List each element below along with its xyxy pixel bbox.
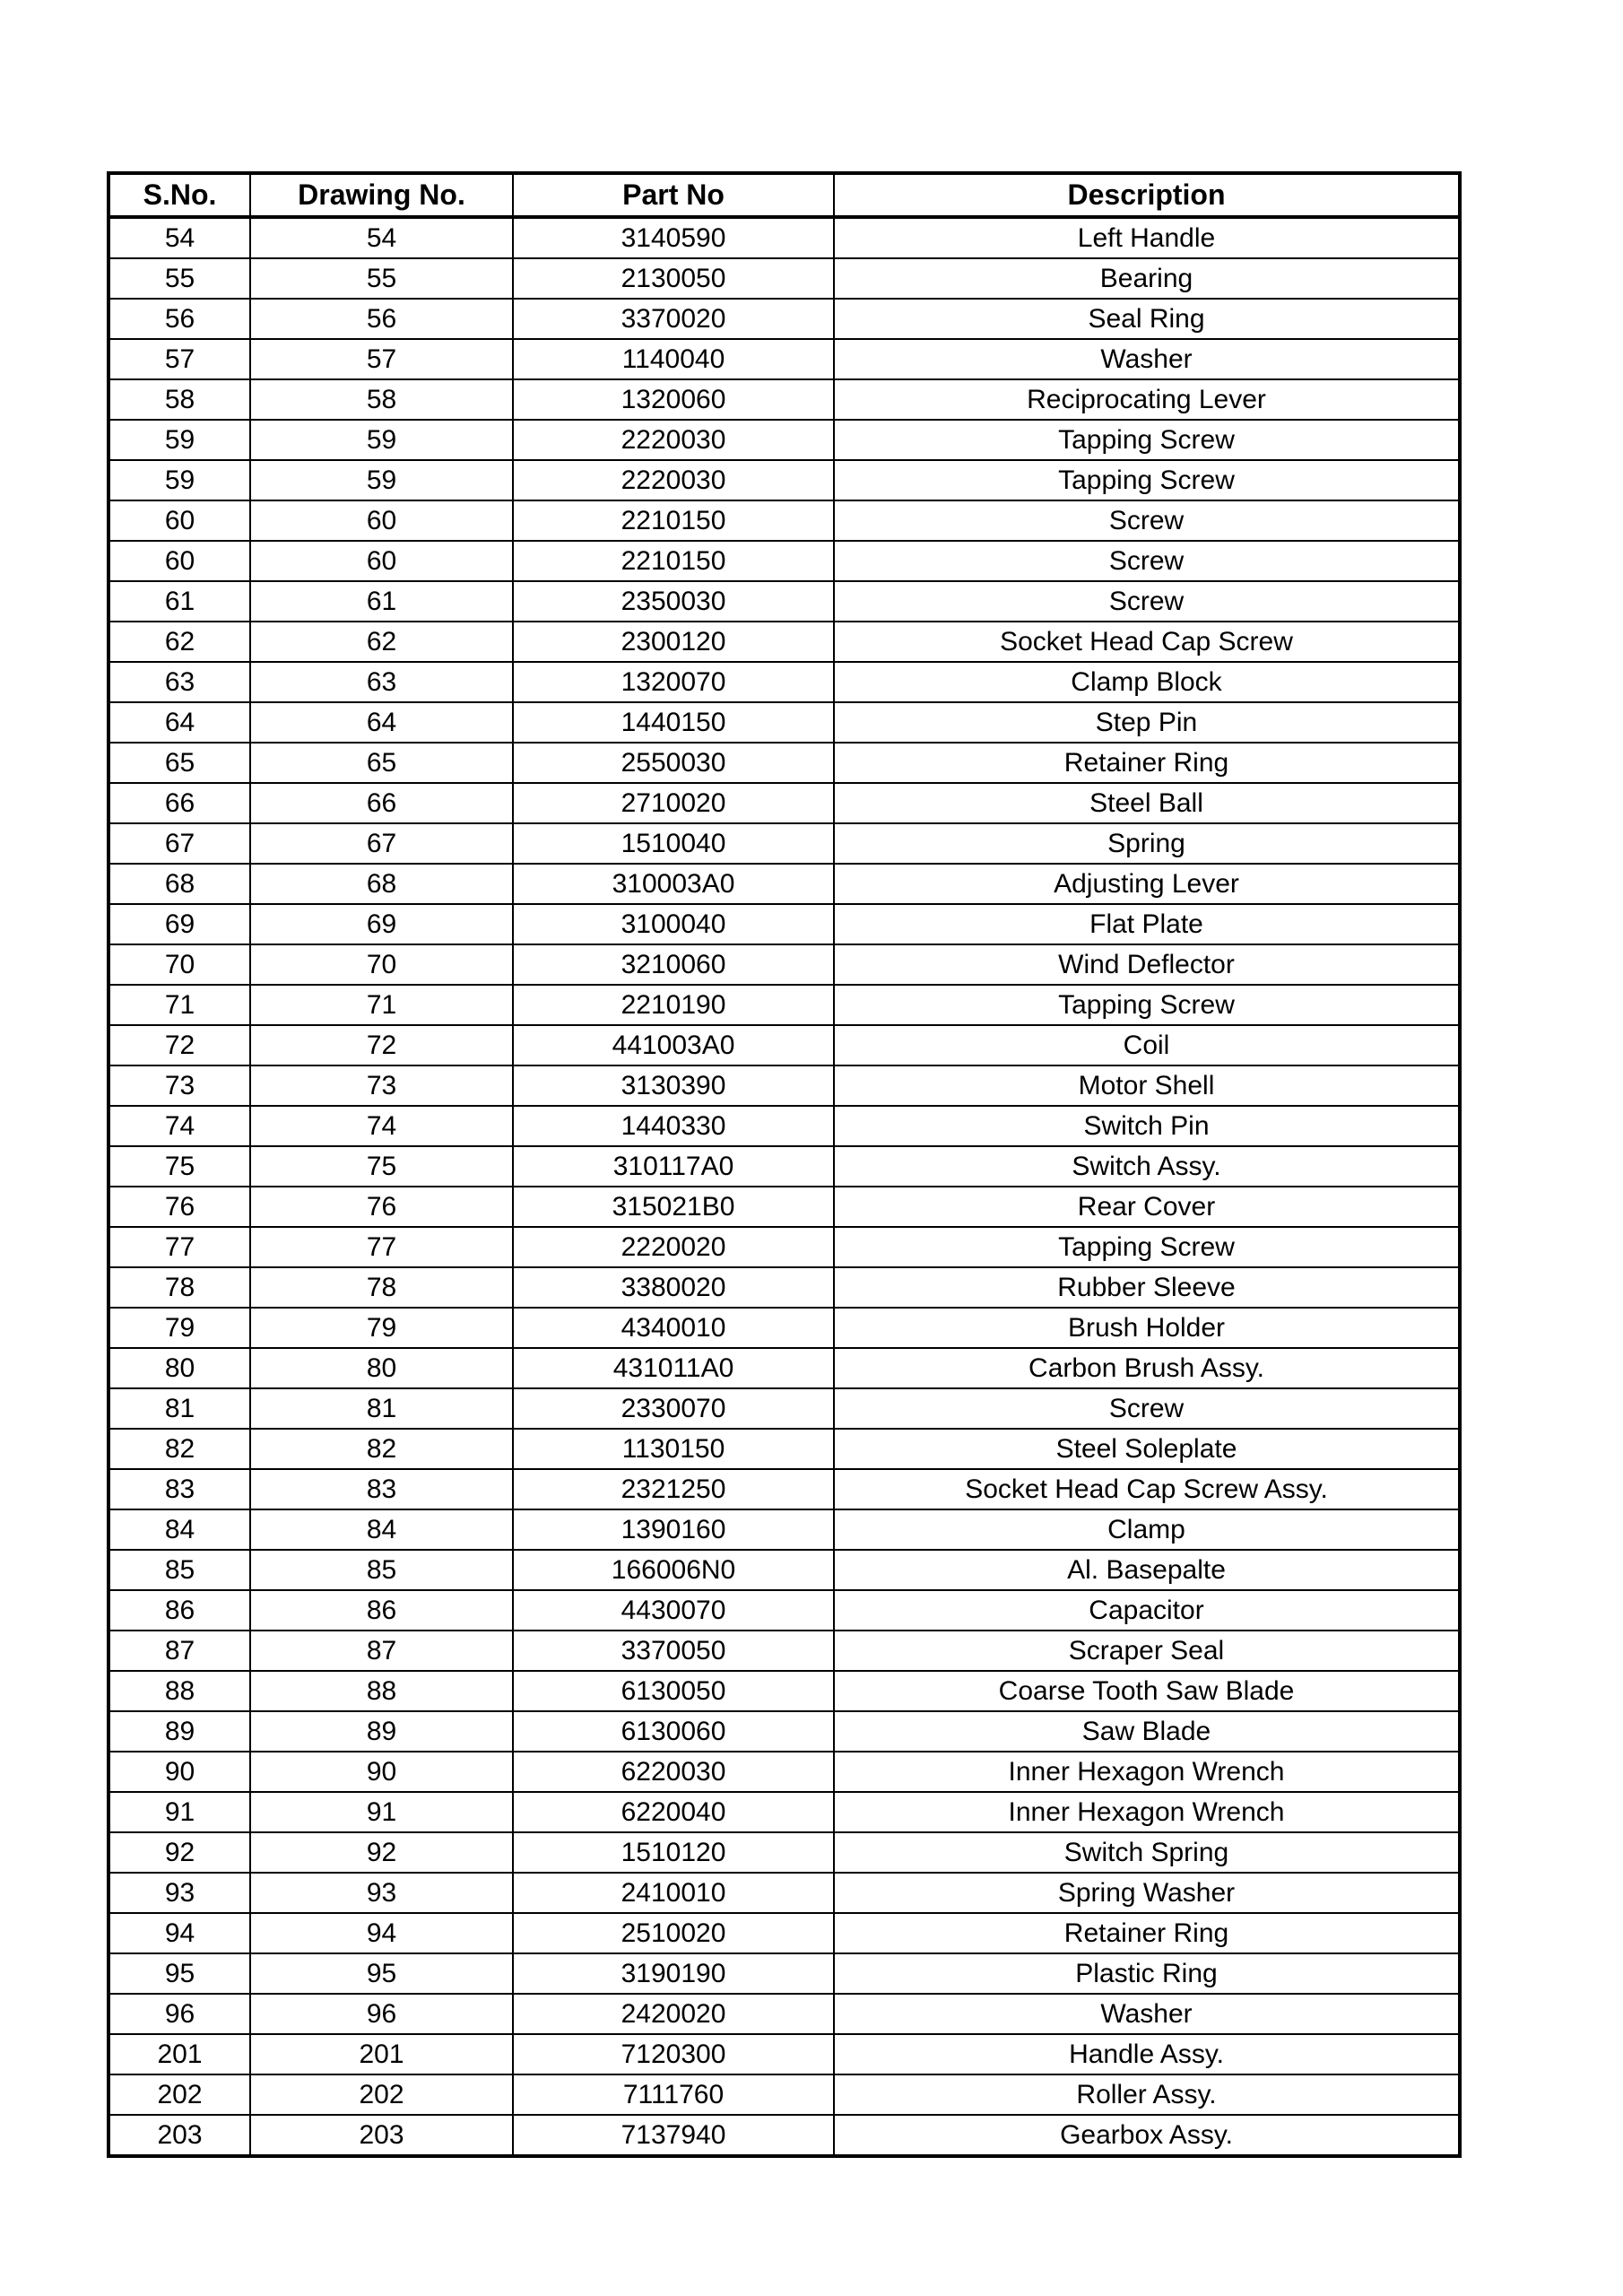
cell-description: Seal Ring: [834, 299, 1460, 339]
cell-part-no: 310003A0: [513, 864, 834, 904]
cell-description: Steel Ball: [834, 783, 1460, 823]
cell-description: Inner Hexagon Wrench: [834, 1752, 1460, 1792]
cell-sno: 61: [108, 581, 250, 622]
cell-description: Switch Assy.: [834, 1146, 1460, 1187]
cell-drawing-no: 203: [250, 2115, 513, 2156]
cell-description: Handle Assy.: [834, 2034, 1460, 2074]
table-row: [108, 1429, 1460, 1469]
cell-description: Clamp: [834, 1509, 1460, 1550]
table-row: [108, 1711, 1460, 1752]
cell-drawing-no: 69: [250, 904, 513, 944]
table-row: [108, 1550, 1460, 1590]
table-row: [108, 702, 1460, 743]
cell-drawing-no: 202: [250, 2074, 513, 2115]
cell-sno: 203: [108, 2115, 250, 2156]
cell-description: Coil: [834, 1025, 1460, 1065]
cell-description: Switch Spring: [834, 1832, 1460, 1873]
cell-sno: 59: [108, 420, 250, 460]
table-row: [108, 541, 1460, 581]
header-row: [108, 173, 1460, 217]
cell-description: Tapping Screw: [834, 420, 1460, 460]
cell-description: Tapping Screw: [834, 985, 1460, 1025]
cell-sno: 95: [108, 1953, 250, 1994]
cell-drawing-no: 82: [250, 1429, 513, 1469]
cell-sno: 82: [108, 1429, 250, 1469]
cell-part-no: 2410010: [513, 1873, 834, 1913]
cell-part-no: 4430070: [513, 1590, 834, 1631]
table-row: [108, 1913, 1460, 1953]
cell-part-no: 2420020: [513, 1994, 834, 2034]
cell-sno: 80: [108, 1348, 250, 1388]
cell-drawing-no: 95: [250, 1953, 513, 1994]
cell-description: Retainer Ring: [834, 1913, 1460, 1953]
cell-description: Capacitor: [834, 1590, 1460, 1631]
header-part-no: Part No: [513, 173, 834, 217]
cell-drawing-no: 79: [250, 1308, 513, 1348]
cell-sno: 62: [108, 622, 250, 662]
cell-part-no: 1440150: [513, 702, 834, 743]
cell-description: Screw: [834, 500, 1460, 541]
table-row: [108, 420, 1460, 460]
cell-drawing-no: 85: [250, 1550, 513, 1590]
cell-part-no: 1510120: [513, 1832, 834, 1873]
cell-drawing-no: 74: [250, 1106, 513, 1146]
table-row: [108, 1308, 1460, 1348]
cell-part-no: 3100040: [513, 904, 834, 944]
cell-part-no: 3370050: [513, 1631, 834, 1671]
cell-part-no: 2550030: [513, 743, 834, 783]
cell-description: Step Pin: [834, 702, 1460, 743]
table-row: [108, 460, 1460, 500]
cell-description: Flat Plate: [834, 904, 1460, 944]
cell-drawing-no: 54: [250, 217, 513, 258]
cell-description: Socket Head Cap Screw: [834, 622, 1460, 662]
cell-part-no: 315021B0: [513, 1187, 834, 1227]
cell-drawing-no: 84: [250, 1509, 513, 1550]
cell-description: Tapping Screw: [834, 1227, 1460, 1267]
cell-sno: 63: [108, 662, 250, 702]
cell-sno: 94: [108, 1913, 250, 1953]
table-body: [108, 217, 1460, 2156]
table-row: [108, 985, 1460, 1025]
cell-part-no: 310117A0: [513, 1146, 834, 1187]
cell-description: Screw: [834, 1388, 1460, 1429]
cell-part-no: 4340010: [513, 1308, 834, 1348]
table-row: [108, 743, 1460, 783]
cell-drawing-no: 87: [250, 1631, 513, 1671]
cell-drawing-no: 81: [250, 1388, 513, 1429]
cell-part-no: 1130150: [513, 1429, 834, 1469]
cell-sno: 72: [108, 1025, 250, 1065]
cell-description: Rubber Sleeve: [834, 1267, 1460, 1308]
cell-drawing-no: 90: [250, 1752, 513, 1792]
cell-sno: 76: [108, 1187, 250, 1227]
cell-part-no: 7111760: [513, 2074, 834, 2115]
cell-part-no: 3140590: [513, 217, 834, 258]
cell-part-no: 3190190: [513, 1953, 834, 1994]
cell-drawing-no: 68: [250, 864, 513, 904]
table-row: [108, 1469, 1460, 1509]
table-row: [108, 258, 1460, 299]
cell-part-no: 3210060: [513, 944, 834, 985]
cell-drawing-no: 63: [250, 662, 513, 702]
table-row: [108, 1873, 1460, 1913]
cell-description: Washer: [834, 1994, 1460, 2034]
cell-drawing-no: 60: [250, 500, 513, 541]
cell-sno: 92: [108, 1832, 250, 1873]
cell-description: Left Handle: [834, 217, 1460, 258]
table-row: [108, 1752, 1460, 1792]
cell-sno: 71: [108, 985, 250, 1025]
cell-drawing-no: 57: [250, 339, 513, 379]
cell-sno: 64: [108, 702, 250, 743]
table-row: [108, 1671, 1460, 1711]
cell-part-no: 6130050: [513, 1671, 834, 1711]
cell-sno: 81: [108, 1388, 250, 1429]
table-row: [108, 823, 1460, 864]
cell-sno: 96: [108, 1994, 250, 2034]
cell-description: Clamp Block: [834, 662, 1460, 702]
cell-sno: 60: [108, 541, 250, 581]
cell-sno: 86: [108, 1590, 250, 1631]
cell-part-no: 2710020: [513, 783, 834, 823]
cell-description: Steel Soleplate: [834, 1429, 1460, 1469]
cell-sno: 91: [108, 1792, 250, 1832]
table-row: [108, 622, 1460, 662]
cell-part-no: 2300120: [513, 622, 834, 662]
cell-sno: 202: [108, 2074, 250, 2115]
cell-sno: 69: [108, 904, 250, 944]
cell-description: Retainer Ring: [834, 743, 1460, 783]
cell-drawing-no: 58: [250, 379, 513, 420]
cell-drawing-no: 89: [250, 1711, 513, 1752]
cell-part-no: 1510040: [513, 823, 834, 864]
cell-drawing-no: 64: [250, 702, 513, 743]
cell-part-no: 2510020: [513, 1913, 834, 1953]
cell-drawing-no: 75: [250, 1146, 513, 1187]
cell-description: Washer: [834, 339, 1460, 379]
cell-part-no: 2220020: [513, 1227, 834, 1267]
cell-drawing-no: 93: [250, 1873, 513, 1913]
table-row: [108, 1106, 1460, 1146]
table-row: [108, 944, 1460, 985]
cell-description: Saw Blade: [834, 1711, 1460, 1752]
cell-drawing-no: 59: [250, 460, 513, 500]
cell-drawing-no: 88: [250, 1671, 513, 1711]
cell-part-no: 1320060: [513, 379, 834, 420]
cell-part-no: 2130050: [513, 258, 834, 299]
table-row: [108, 2074, 1460, 2115]
header-sno: S.No.: [108, 173, 250, 217]
cell-part-no: 3370020: [513, 299, 834, 339]
cell-sno: 57: [108, 339, 250, 379]
cell-description: Screw: [834, 541, 1460, 581]
cell-drawing-no: 80: [250, 1348, 513, 1388]
cell-description: Socket Head Cap Screw Assy.: [834, 1469, 1460, 1509]
cell-part-no: 2350030: [513, 581, 834, 622]
cell-sno: 78: [108, 1267, 250, 1308]
cell-description: Carbon Brush Assy.: [834, 1348, 1460, 1388]
cell-drawing-no: 66: [250, 783, 513, 823]
table-row: [108, 864, 1460, 904]
cell-part-no: 2210150: [513, 541, 834, 581]
cell-description: Al. Basepalte: [834, 1550, 1460, 1590]
table-row: [108, 1953, 1460, 1994]
table-row: [108, 783, 1460, 823]
cell-part-no: 166006N0: [513, 1550, 834, 1590]
cell-sno: 85: [108, 1550, 250, 1590]
table-row: [108, 500, 1460, 541]
cell-part-no: 2210190: [513, 985, 834, 1025]
table-row: [108, 217, 1460, 258]
table-row: [108, 662, 1460, 702]
cell-description: Roller Assy.: [834, 2074, 1460, 2115]
cell-description: Bearing: [834, 258, 1460, 299]
cell-sno: 67: [108, 823, 250, 864]
cell-drawing-no: 65: [250, 743, 513, 783]
cell-description: Motor Shell: [834, 1065, 1460, 1106]
table-row: [108, 1348, 1460, 1388]
table-row: [108, 1509, 1460, 1550]
cell-drawing-no: 70: [250, 944, 513, 985]
cell-drawing-no: 77: [250, 1227, 513, 1267]
table-row: [108, 379, 1460, 420]
cell-drawing-no: 55: [250, 258, 513, 299]
cell-sno: 59: [108, 460, 250, 500]
cell-drawing-no: 96: [250, 1994, 513, 2034]
cell-sno: 84: [108, 1509, 250, 1550]
cell-description: Brush Holder: [834, 1308, 1460, 1348]
table-row: [108, 1187, 1460, 1227]
table-row: [108, 339, 1460, 379]
cell-part-no: 6220030: [513, 1752, 834, 1792]
cell-drawing-no: 94: [250, 1913, 513, 1953]
cell-description: Inner Hexagon Wrench: [834, 1792, 1460, 1832]
cell-drawing-no: 67: [250, 823, 513, 864]
cell-drawing-no: 62: [250, 622, 513, 662]
cell-description: Adjusting Lever: [834, 864, 1460, 904]
header-drawing-no: Drawing No.: [250, 173, 513, 217]
table-row: [108, 2034, 1460, 2074]
cell-part-no: 7120300: [513, 2034, 834, 2074]
header-description: Description: [834, 173, 1460, 217]
cell-part-no: 6220040: [513, 1792, 834, 1832]
cell-description: Switch Pin: [834, 1106, 1460, 1146]
cell-drawing-no: 72: [250, 1025, 513, 1065]
cell-sno: 201: [108, 2034, 250, 2074]
cell-sno: 75: [108, 1146, 250, 1187]
table-row: [108, 1590, 1460, 1631]
cell-drawing-no: 78: [250, 1267, 513, 1308]
cell-part-no: 2220030: [513, 420, 834, 460]
cell-sno: 77: [108, 1227, 250, 1267]
cell-sno: 73: [108, 1065, 250, 1106]
cell-sno: 87: [108, 1631, 250, 1671]
cell-description: Wind Deflector: [834, 944, 1460, 985]
table-row: [108, 1994, 1460, 2034]
cell-drawing-no: 92: [250, 1832, 513, 1873]
cell-sno: 54: [108, 217, 250, 258]
cell-description: Rear Cover: [834, 1187, 1460, 1227]
cell-part-no: 2210150: [513, 500, 834, 541]
cell-part-no: 1320070: [513, 662, 834, 702]
cell-drawing-no: 71: [250, 985, 513, 1025]
cell-description: Gearbox Assy.: [834, 2115, 1460, 2156]
cell-sno: 93: [108, 1873, 250, 1913]
cell-drawing-no: 91: [250, 1792, 513, 1832]
table-header: [108, 173, 1460, 217]
table-row: [108, 299, 1460, 339]
cell-drawing-no: 201: [250, 2034, 513, 2074]
table-row: [108, 581, 1460, 622]
table-row: [108, 1025, 1460, 1065]
cell-description: Screw: [834, 581, 1460, 622]
table-row: [108, 904, 1460, 944]
cell-description: Spring: [834, 823, 1460, 864]
cell-part-no: 1140040: [513, 339, 834, 379]
cell-drawing-no: 56: [250, 299, 513, 339]
cell-sno: 68: [108, 864, 250, 904]
cell-part-no: 441003A0: [513, 1025, 834, 1065]
cell-sno: 90: [108, 1752, 250, 1792]
cell-sno: 60: [108, 500, 250, 541]
cell-sno: 83: [108, 1469, 250, 1509]
parts-table: [107, 171, 1462, 2158]
cell-drawing-no: 60: [250, 541, 513, 581]
cell-sno: 65: [108, 743, 250, 783]
cell-sno: 88: [108, 1671, 250, 1711]
cell-part-no: 431011A0: [513, 1348, 834, 1388]
table-row: [108, 1146, 1460, 1187]
cell-drawing-no: 61: [250, 581, 513, 622]
cell-part-no: 6130060: [513, 1711, 834, 1752]
cell-part-no: 3380020: [513, 1267, 834, 1308]
cell-drawing-no: 83: [250, 1469, 513, 1509]
table-row: [108, 1065, 1460, 1106]
table-row: [108, 1388, 1460, 1429]
cell-part-no: 1440330: [513, 1106, 834, 1146]
cell-part-no: 2330070: [513, 1388, 834, 1429]
cell-sno: 70: [108, 944, 250, 985]
cell-part-no: 3130390: [513, 1065, 834, 1106]
cell-drawing-no: 86: [250, 1590, 513, 1631]
cell-part-no: 1390160: [513, 1509, 834, 1550]
cell-drawing-no: 59: [250, 420, 513, 460]
table-row: [108, 1832, 1460, 1873]
cell-description: Scraper Seal: [834, 1631, 1460, 1671]
table-row: [108, 2115, 1460, 2156]
cell-sno: 66: [108, 783, 250, 823]
cell-description: Tapping Screw: [834, 460, 1460, 500]
cell-description: Reciprocating Lever: [834, 379, 1460, 420]
cell-sno: 58: [108, 379, 250, 420]
cell-description: Spring Washer: [834, 1873, 1460, 1913]
cell-part-no: 7137940: [513, 2115, 834, 2156]
cell-sno: 79: [108, 1308, 250, 1348]
cell-drawing-no: 73: [250, 1065, 513, 1106]
table-row: [108, 1631, 1460, 1671]
cell-description: Plastic Ring: [834, 1953, 1460, 1994]
cell-part-no: 2321250: [513, 1469, 834, 1509]
cell-sno: 74: [108, 1106, 250, 1146]
cell-description: Coarse Tooth Saw Blade: [834, 1671, 1460, 1711]
cell-sno: 55: [108, 258, 250, 299]
table-row: [108, 1792, 1460, 1832]
cell-sno: 89: [108, 1711, 250, 1752]
cell-part-no: 2220030: [513, 460, 834, 500]
table-row: [108, 1227, 1460, 1267]
cell-drawing-no: 76: [250, 1187, 513, 1227]
table-row: [108, 1267, 1460, 1308]
cell-sno: 56: [108, 299, 250, 339]
